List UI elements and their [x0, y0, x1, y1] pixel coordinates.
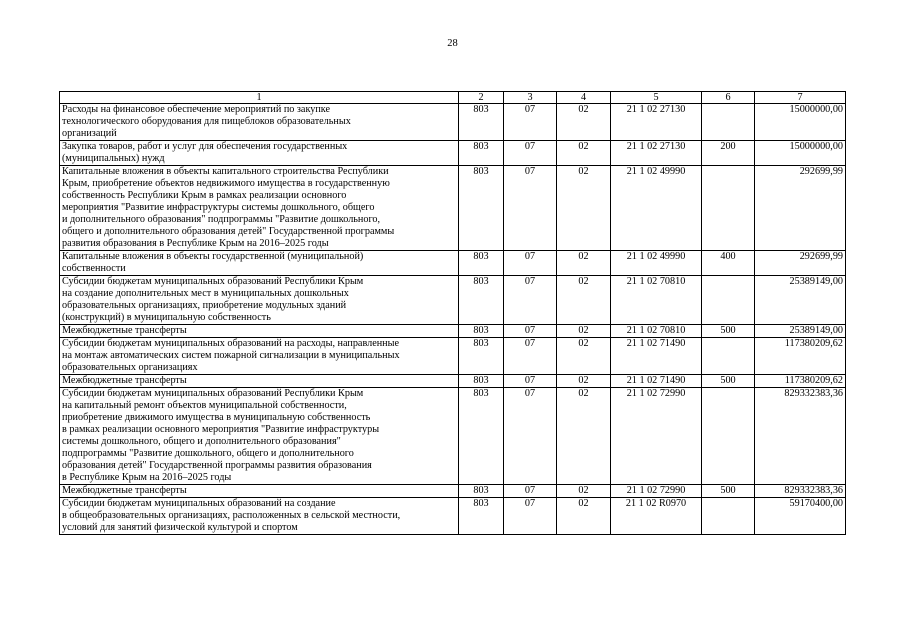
column-header: 4 [557, 92, 611, 104]
section-code: 07 [504, 485, 557, 498]
column-header: 2 [459, 92, 504, 104]
target-article-code: 21 1 02 72990 [611, 485, 702, 498]
subsection-code: 02 [557, 338, 611, 375]
amount: 829332383,36 [755, 485, 846, 498]
amount: 829332383,36 [755, 388, 846, 485]
target-article-code: 21 1 02 49990 [611, 251, 702, 276]
section-code: 07 [504, 325, 557, 338]
target-article-code: 21 1 02 71490 [611, 375, 702, 388]
table-row [60, 325, 846, 338]
row-description: Субсидии бюджетам муниципальных образований Республики Крым на капитальный ремонт объектов муниципальной собственности, приобретение движимого имущества в муниципальную собственность в рамках реализации основного мероприятия "Развитие инфраструктуры системы дошкольного, общего и дополнительного образования" подпрограммы "Развитие дошкольного, общего и дополнительного образования детей" Государственной программы развития образования в Республике Крым на 2016–2025 годы [60, 388, 459, 485]
row-description: Межбюджетные трансферты [60, 485, 459, 498]
subsection-code: 02 [557, 141, 611, 166]
ministry-code: 803 [459, 251, 504, 276]
amount: 292699,99 [755, 251, 846, 276]
section-code: 07 [504, 498, 557, 535]
table-row [60, 485, 846, 498]
target-article-code: 21 1 02 R0970 [611, 498, 702, 535]
target-article-code: 21 1 02 70810 [611, 276, 702, 325]
section-code: 07 [504, 388, 557, 485]
row-description: Закупка товаров, работ и услуг для обеспечения государственных (муниципальных) нужд [60, 141, 459, 166]
expense-type-code [702, 498, 755, 535]
amount: 117380209,62 [755, 338, 846, 375]
ministry-code: 803 [459, 338, 504, 375]
ministry-code: 803 [459, 325, 504, 338]
subsection-code: 02 [557, 375, 611, 388]
ministry-code: 803 [459, 104, 504, 141]
ministry-code: 803 [459, 498, 504, 535]
row-description: Капитальные вложения в объекты капитального строительства Республики Крым, приобретение объектов недвижимого имущества в государственную собственность Республики Крым в рамках реализации основного мероприятия "Развитие инфраструктуры системы дошкольного, общего и дополнительного образования" подпрограммы "Развитие дошкольного, общего и дополнительного образования детей" Государственной программы развития образования в Республике Крым на 2016–2025 годы [60, 166, 459, 251]
subsection-code: 02 [557, 498, 611, 535]
column-header: 7 [755, 92, 846, 104]
table-row [60, 104, 846, 141]
ministry-code: 803 [459, 485, 504, 498]
section-code: 07 [504, 166, 557, 251]
expense-type-code: 400 [702, 251, 755, 276]
expense-type-code: 500 [702, 325, 755, 338]
amount: 15000000,00 [755, 104, 846, 141]
expense-type-code: 200 [702, 141, 755, 166]
table-row [60, 338, 846, 375]
amount: 25389149,00 [755, 325, 846, 338]
table-row [60, 375, 846, 388]
expense-type-code [702, 276, 755, 325]
ministry-code: 803 [459, 388, 504, 485]
target-article-code: 21 1 02 70810 [611, 325, 702, 338]
ministry-code: 803 [459, 276, 504, 325]
row-description: Межбюджетные трансферты [60, 375, 459, 388]
section-code: 07 [504, 375, 557, 388]
expense-type-code: 500 [702, 375, 755, 388]
table-row [60, 388, 846, 485]
row-description: Межбюджетные трансферты [60, 325, 459, 338]
section-code: 07 [504, 276, 557, 325]
subsection-code: 02 [557, 104, 611, 141]
subsection-code: 02 [557, 276, 611, 325]
table-row [60, 141, 846, 166]
subsection-code: 02 [557, 166, 611, 251]
page-number: 28 [447, 38, 458, 49]
budget-table [59, 91, 846, 535]
expense-type-code [702, 338, 755, 375]
section-code: 07 [504, 141, 557, 166]
subsection-code: 02 [557, 485, 611, 498]
row-description: Расходы на финансовое обеспечение мероприятий по закупке технологического оборудования для пищеблоков образовательных организаций [60, 104, 459, 141]
table-row [60, 276, 846, 325]
row-description: Субсидии бюджетам муниципальных образований на расходы, направленные на монтаж автоматических систем пожарной сигнализации в муниципальных образовательных организациях [60, 338, 459, 375]
amount: 59170400,00 [755, 498, 846, 535]
row-description: Субсидии бюджетам муниципальных образований на создание в общеобразовательных организациях, расположенных в сельской местности, условий для занятий физической культурой и спортом [60, 498, 459, 535]
section-code: 07 [504, 251, 557, 276]
column-header: 5 [611, 92, 702, 104]
amount: 292699,99 [755, 166, 846, 251]
section-code: 07 [504, 338, 557, 375]
table-header-row [60, 92, 846, 104]
subsection-code: 02 [557, 251, 611, 276]
expense-type-code [702, 166, 755, 251]
row-description: Капитальные вложения в объекты государственной (муниципальной) собственности [60, 251, 459, 276]
ministry-code: 803 [459, 375, 504, 388]
subsection-code: 02 [557, 388, 611, 485]
expense-type-code [702, 388, 755, 485]
expense-type-code [702, 104, 755, 141]
table-row [60, 251, 846, 276]
target-article-code: 21 1 02 49990 [611, 166, 702, 251]
target-article-code: 21 1 02 27130 [611, 141, 702, 166]
amount: 117380209,62 [755, 375, 846, 388]
ministry-code: 803 [459, 166, 504, 251]
section-code: 07 [504, 104, 557, 141]
target-article-code: 21 1 02 71490 [611, 338, 702, 375]
table-row [60, 498, 846, 535]
subsection-code: 02 [557, 325, 611, 338]
row-description: Субсидии бюджетам муниципальных образований Республики Крым на создание дополнительных мест в муниципальных дошкольных образовательных организациях, приобретение модульных зданий (конструкций) в муниципальную собственность [60, 276, 459, 325]
expense-type-code: 500 [702, 485, 755, 498]
amount: 15000000,00 [755, 141, 846, 166]
column-header: 1 [60, 92, 459, 104]
target-article-code: 21 1 02 72990 [611, 388, 702, 485]
amount: 25389149,00 [755, 276, 846, 325]
table-row [60, 166, 846, 251]
column-header: 3 [504, 92, 557, 104]
target-article-code: 21 1 02 27130 [611, 104, 702, 141]
ministry-code: 803 [459, 141, 504, 166]
column-header: 6 [702, 92, 755, 104]
